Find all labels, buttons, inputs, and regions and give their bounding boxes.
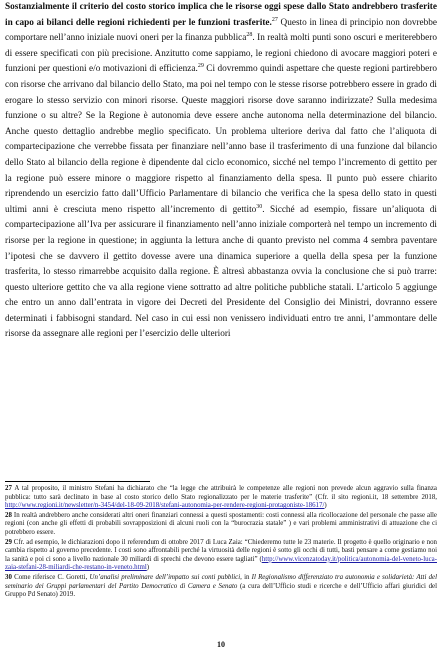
body-sentence: . In realtà molti punti sono oscuri e meriterebbero di essere specificati con più precisione. Anzitutto come sappiamo, le regioni chiedono di avocare maggiori poteri e funzioni per questioni e/o motivazioni di efficienza. — [5, 33, 437, 75]
body-sentence: Ci dovremmo quindi aspettare che queste regioni partirebbero con risorse che arrivano dal bilancio dello Stato, ma poi nel tempo con le stesse risorse potrebbero essere in grado di erogare lo stesso servizio con minori risorse. Queste maggiori risorse dove saranno indirizzate? Sulla medesima funzione o su altre? Se la Regione è autonomia deve essere anche autonoma nella determinazione del bilancio. Anche questo dettaglio andrebbe meglio specificato. Un problema ulteriore deriva dal fatto che l’aliquota di compartecipazione che verrebbe fissata per finanziare nell’anno base il trasferimento di una funzione dal bilancio dello Stato al bilancio della regione è dipendente dal ciclo economico, sicché nel tempo l’incremento di gettito per la regione può essere minore o maggiore rispetto al finanziamento della spesa. Il punto può essere chiarito riprendendo un esercizio fatto dall’Ufficio Parlamentare di bilancio che verifica che la spesa dello stato in questi ultimi anni è cresciuta meno rispetto all’incremento di gettito — [5, 64, 437, 215]
footnote-ref-29[interactable]: 29 — [197, 63, 204, 70]
body-sentence: Questo in linea di principio non dovrebbe comportare nell’anno iniziale nuovi oneri per la finanza pubblica — [5, 17, 437, 44]
footnote-ref-27[interactable]: 27 — [271, 16, 278, 23]
footnote-ref-30[interactable]: 30 — [256, 203, 263, 210]
body-text — [5, 0, 437, 343]
footnote-number: 28 — [5, 511, 12, 519]
footnote-text: (a cura dell’Ufficio studi e ricerche e dell’Ufficio affari giuridici del Gruppo Pd Senato) 2019. — [5, 582, 438, 599]
footnote-27 — [5, 485, 437, 511]
footnote-number: 27 — [5, 485, 12, 492]
footnote-text: Come riferisce C. Goretti, — [11, 573, 90, 581]
body-paragraph — [5, 0, 437, 343]
footnote-text: ) — [324, 502, 327, 510]
footnote-text: A tal proposito, il ministro Stefani ha dichiarato che “la legge che attribuirà le competenze alle regioni non prevede alcun aggravio sulla finanza pubblica: tutto sarà declinato in base al costo storico dello Stato regionalizzato per le materie trasferite” (Cfr. il sito regioni.it, 18 settembre 2018, — [5, 485, 437, 501]
footnote-ref-28[interactable]: 28 — [246, 32, 253, 39]
footnote-text: ) — [146, 564, 150, 572]
body-sentence: . Sicché ad esempio, fissare un’aliquota di compartecipazione all’Iva per assicurare il finanziamento nell’anno iniziale comporterà nel tempo un incremento di risorse per la regione in questione; in aggiunta la lettura anche di quanto previsto nel comma 4 sembra paventare l’ipotesi che se davvero il gettito dovesse avere una dinamica superiore a quella della spesa per la funzione trasferita, lo stesso rimarrebbe acquisito dalla regione. È altresì abbastanza ovvia la conclusione che si può trarre: questo ulteriore gettito che va alla regione viene sottratto ad altre politiche pubbliche statali. L’articolo 5 aggiunge che entro un anno dall’entrata in vigore dei Decreti del Presidente del Consiglio dei Ministri, dovranno essere determinati i fabbisogni standard. Nel caso in cui essi non venissero individuati entro tre anni, l’ammontare delle risorse da assegnare alle regioni per l’esercizio delle ulteriori — [5, 204, 437, 340]
footnote-separator — [5, 481, 150, 482]
footnotes — [5, 485, 437, 601]
footnote-link[interactable]: http://www.regioni.it/newsletter/n-3454/del-18-09-2018/stefani-autonomia-per-rendere-regioni-protagoniste-18617/ — [5, 502, 325, 510]
footnote-28 — [5, 512, 437, 538]
footnote-italic-title: Il Regionalismo differenziato tra autonomia e solidarietà: Atti del seminario dei Gruppi parlamentari del Partito Democratico di Camera e Senato — [5, 573, 437, 590]
footnote-text: , in — [240, 573, 252, 581]
footnote-number: 29 — [5, 538, 12, 546]
footnote-italic-title: Un’analisi preliminare dell’impatto sui conti pubblici — [89, 573, 241, 581]
page-number: 10 — [217, 640, 225, 649]
footnote-number: 30 — [5, 573, 12, 581]
footnote-text: Cfr. ad esempio, le dichiarazioni dopo il referendum di ottobre 2017 di Luca Zaia: “Chiederemo tutte le 23 materie. Il progetto è quello originario e non cambia rispetto al governo precedente. I costi sono affrontabili perché la virtuosità delle regioni è sotto gli occhi di tutti, basti pensare a come gestiamo noi la sanità e poi ci sono a livello nazionale 30 miliardi di sprechi che devono essere tagliati” ( — [5, 538, 437, 563]
footnote-29 — [5, 539, 437, 573]
bold-sentence: Sostanzialmente il criterio del costo storico implica che le risorse oggi spese dallo Stato andrebbero trasferite in capo ai bilanci delle regioni richiedenti per le funzioni trasferite. — [5, 2, 437, 28]
footnote-text: In realtà andrebbero anche considerati altri oneri finanziari connessi a questi spostamenti: costi connessi alla ricollocazione del personale che passe alle regioni (con anche gli effetti di probabili sovrapposizioni di alcuni ruoli con la “burocrazia statale” ) e vari problemi amministrativi di attuazione che ci potrebbero essere. — [5, 511, 437, 536]
footnote-30 — [5, 574, 437, 600]
footnote-link[interactable]: http://www.vicenzatoday.it/politica/autonomia-del-veneto-luca-zaia-stefani-28-miliardi-che-restano-in-veneto.html — [5, 555, 437, 572]
